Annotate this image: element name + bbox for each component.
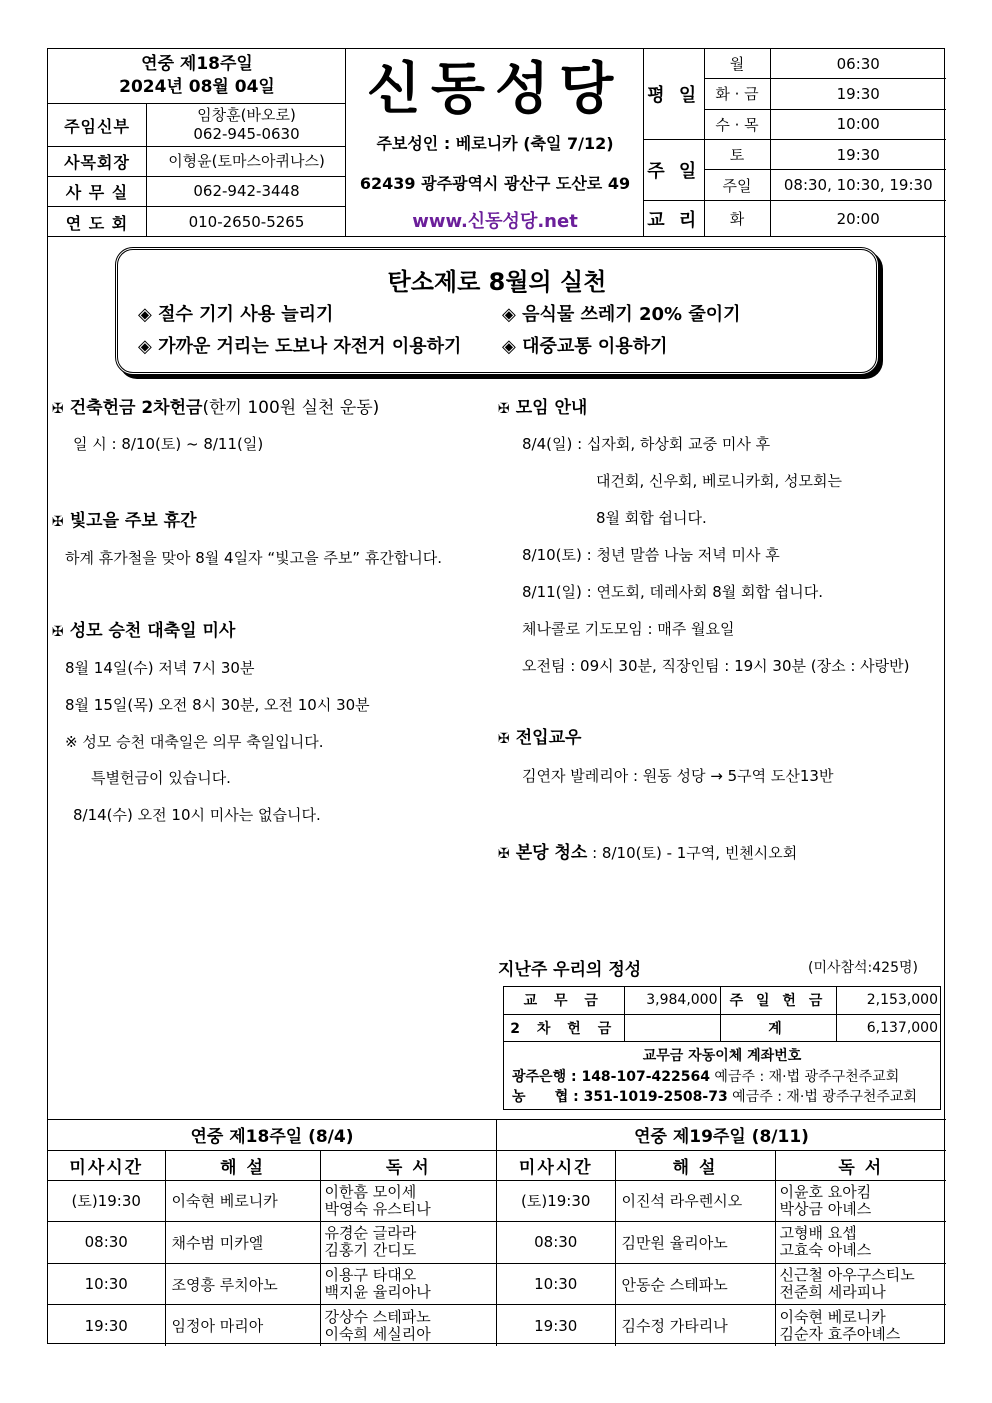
- mass-day: 수 · 목: [704, 109, 770, 139]
- mass-time-cell: 08:30: [48, 1222, 165, 1264]
- section-building-fund: [52, 393, 379, 418]
- yeondo-phone: 010-2650-5265: [188, 212, 305, 231]
- header: [48, 49, 946, 237]
- week-title-box: [48, 49, 346, 104]
- account-line-nonghyup: [512, 1086, 917, 1106]
- account-line-kwangju: [512, 1066, 899, 1086]
- section-title: 성모 승천 대축일 미사: [69, 621, 236, 641]
- mass-time-cell: 19:30: [497, 1305, 615, 1346]
- table-row: [497, 1263, 946, 1305]
- offering-label: 2 차 헌 금: [504, 1014, 624, 1041]
- reader-1: 이한흠 모이세: [324, 1182, 417, 1201]
- bulletin-page: [47, 48, 945, 1344]
- section-bitgoeul-bulletin: [52, 506, 197, 531]
- mass-times-table: [644, 49, 946, 237]
- header-info: [48, 49, 346, 237]
- schedule-week-18: [48, 1120, 497, 1346]
- notice-line: 하계 휴가철을 맞아 8월 4일자 “빛고을 주보” 휴간합니다.: [65, 549, 443, 567]
- section-assumption-mass: [52, 616, 235, 641]
- table-row: [48, 1263, 496, 1305]
- mass-time: 08:30, 10:30, 19:30: [770, 170, 946, 200]
- bank-name: 광주은행 :: [512, 1069, 582, 1085]
- section-subtitle: (한끼 100원 실천 운동): [202, 398, 380, 418]
- info-row-pastor: [48, 104, 346, 147]
- church-name: 신동성당: [366, 57, 624, 122]
- section-title: 모임 안내: [515, 398, 588, 418]
- mass-time-cell: 10:30: [497, 1263, 615, 1305]
- section-church-cleaning: [498, 838, 797, 863]
- reader-2: 김홍기 간디도: [324, 1241, 417, 1260]
- table-row: [497, 1180, 946, 1222]
- commentator-cell: 김만원 율리아노: [615, 1222, 775, 1264]
- cleaning-detail: : 8/10(토) - 1구역, 빈첸시오회: [587, 844, 798, 862]
- schedule-table: [48, 1120, 496, 1346]
- weekday-label: 평 일: [644, 49, 704, 140]
- notice-line: 특별헌금이 있습니다.: [91, 769, 231, 787]
- mass-time-cell: 10:30: [48, 1263, 165, 1305]
- notice-line: 대건회, 신우회, 베로니카회, 성모회는: [596, 472, 842, 490]
- reader-cell: [775, 1305, 946, 1346]
- catechism-time: 20:00: [770, 200, 946, 237]
- reader-cell: [320, 1222, 496, 1264]
- account-number: 148-107-422564: [581, 1069, 710, 1085]
- schedule-week-title: 연중 제19주일 (8/11): [497, 1120, 946, 1150]
- notice-line: 8/11(일) : 연도회, 데레사회 8월 회합 쉽니다.: [522, 583, 823, 601]
- info-key: 사 무 실: [48, 177, 147, 206]
- notice-line: 오전팀 : 09시 30분, 직장인팀 : 19시 30분 (장소 : 사랑반): [522, 657, 910, 675]
- reader-1: 신근철 아우구스티노: [779, 1266, 915, 1285]
- reader-1: 이윤호 요아킴: [779, 1182, 872, 1201]
- office-phone: 062-942-3448: [193, 182, 300, 200]
- mass-day: 화 · 금: [704, 79, 770, 109]
- bank-name: 농 협 :: [512, 1089, 584, 1105]
- info-value: [147, 104, 346, 146]
- col-mass-time: 미사시간: [497, 1150, 615, 1180]
- info-row-council: [48, 147, 346, 177]
- reader-cell: [775, 1263, 946, 1305]
- notice-line: 체나콜로 기도모임 : 매주 월요일: [522, 620, 735, 638]
- offering-value: 2,153,000: [836, 987, 940, 1014]
- mass-time: 06:30: [770, 49, 946, 79]
- info-key: 연 도 회: [48, 207, 147, 237]
- section-title: 전입교우: [515, 728, 582, 748]
- reader-2: 김순자 효주아녜스: [779, 1324, 901, 1343]
- info-key: 주임신부: [48, 104, 147, 146]
- table-row: [48, 1222, 496, 1264]
- church-address: 62439 광주광역시 광산구 도산로 49: [359, 174, 631, 193]
- bulletin-date: 2024년 08월 04일: [119, 77, 275, 97]
- cross-icon: ✠: [498, 846, 510, 862]
- notice-line: 일 시 : 8/10(토) ~ 8/11(일): [73, 435, 264, 453]
- table-row: [48, 1305, 496, 1346]
- section-title: 건축헌금 2차헌금: [69, 398, 203, 418]
- offering-value: [624, 1014, 720, 1041]
- reader-1: 이숙현 베로니카: [779, 1307, 886, 1326]
- section-title: 본당 청소: [515, 843, 588, 863]
- table-row: [497, 1305, 946, 1346]
- banner-title: 탄소제로 8월의 실천: [387, 268, 607, 296]
- commentator-cell: 임정아 마리아: [165, 1305, 320, 1346]
- notice-line: 8월 15일(목) 오전 8시 30분, 오전 10시 30분: [65, 696, 370, 714]
- commentator-cell: 조영흥 루치아노: [165, 1263, 320, 1305]
- catechism-label: 교 리: [644, 200, 704, 237]
- reader-2: 전준희 세라피나: [779, 1283, 886, 1302]
- banner-item: ◈ 대중교통 이용하기: [502, 336, 668, 357]
- table-row: [497, 1222, 946, 1264]
- sunday-label: 주 일: [644, 140, 704, 201]
- info-row-yeondo: [48, 207, 346, 237]
- commentator-cell: 안동순 스테파노: [615, 1263, 775, 1305]
- offering-label: 계: [720, 1014, 836, 1041]
- mass-time: 19:30: [770, 79, 946, 109]
- account-owner: 예금주 : 재·법 광주구천주교회: [727, 1089, 917, 1105]
- info-row-office: [48, 177, 346, 207]
- offering-box: [503, 986, 941, 1110]
- offering-value: 3,984,000: [624, 987, 720, 1014]
- info-key: 사목회장: [48, 147, 147, 176]
- offering-label: 주 일 헌 금: [720, 987, 836, 1014]
- offering-label: 교 무 금: [504, 987, 624, 1014]
- catechism-day: 화: [704, 200, 770, 237]
- reader-1: 고형배 요셉: [779, 1224, 857, 1243]
- section-new-parishioners: [498, 723, 581, 748]
- cross-icon: ✠: [498, 401, 510, 417]
- section-meetings: [498, 393, 587, 418]
- reader-1: 이용구 타대오: [324, 1266, 417, 1285]
- reader-2: 고효숙 아녜스: [779, 1241, 872, 1260]
- schedule-table: [497, 1120, 946, 1346]
- mass-time-cell: 19:30: [48, 1305, 165, 1346]
- council-president: 이형윤(토마스아퀴나스): [168, 152, 325, 170]
- banner-item: ◈ 가까운 거리는 도보나 자전거 이용하기: [138, 336, 462, 357]
- mass-day: 월: [704, 49, 770, 79]
- col-mass-time: 미사시간: [48, 1150, 165, 1180]
- mass-day: 토: [704, 140, 770, 170]
- account-number: 351-1019-2508-73: [583, 1089, 728, 1105]
- notice-line: 8월 회합 쉽니다.: [596, 509, 707, 527]
- schedule-week-19: [497, 1120, 946, 1346]
- mass-day: 주일: [704, 170, 770, 200]
- pastor-phone: 062-945-0630: [193, 125, 300, 143]
- reader-cell: [320, 1305, 496, 1346]
- reader-1: 유경순 글라라: [324, 1224, 417, 1243]
- offering-title: 지난주 우리의 정성: [498, 960, 642, 980]
- reader-2: 이숙희 세실리아: [324, 1324, 431, 1343]
- carbon-zero-banner: [115, 247, 879, 375]
- banner-item: ◈ 절수 기기 사용 늘리기: [138, 304, 334, 325]
- table-row: [48, 1180, 496, 1222]
- cross-icon: ✠: [498, 731, 510, 747]
- commentator-cell: 이숙현 베로니카: [165, 1180, 320, 1222]
- commentator-cell: 채수범 미카엘: [165, 1222, 320, 1264]
- notice-line: 8/4(일) : 십자회, 하상회 교중 미사 후: [522, 435, 771, 453]
- reader-2: 박상금 아녜스: [779, 1199, 872, 1218]
- reader-cell: [320, 1180, 496, 1222]
- banner-item: ◈ 음식물 쓰레기 20% 줄이기: [502, 304, 741, 325]
- church-website-link[interactable]: www.신동성당.net: [412, 211, 578, 232]
- account-owner: 예금주 : 재·법 광주구천주교회: [709, 1069, 900, 1085]
- reader-2: 박영숙 유스티나: [324, 1199, 431, 1218]
- mass-time-cell: (토)19:30: [497, 1180, 615, 1222]
- notice-line: ※ 성모 승천 대축일은 의무 축일입니다.: [65, 733, 324, 751]
- reader-cell: [775, 1180, 946, 1222]
- mass-time: 19:30: [770, 140, 946, 170]
- reader-2: 백지윤 율리아나: [324, 1283, 431, 1302]
- section-title: 빛고을 주보 휴간: [69, 511, 197, 531]
- offering-total: 6,137,000: [836, 1014, 940, 1041]
- notice-line: 8월 14일(수) 저녁 7시 30분: [65, 659, 255, 677]
- reader-cell: [775, 1222, 946, 1264]
- cross-icon: ✠: [52, 514, 64, 530]
- commentator-cell: 김수정 가타리나: [615, 1305, 775, 1346]
- notice-line: 8/14(수) 오전 10시 미사는 없습니다.: [73, 806, 321, 824]
- patron-saint: 주보성인 : 베로니카 (축일 7/12): [376, 134, 614, 153]
- ministry-schedule: [48, 1119, 946, 1345]
- commentator-cell: 이진석 라우렌시오: [615, 1180, 775, 1222]
- notice-line: 8/10(토) : 청년 말씀 나눔 저녁 미사 후: [522, 546, 780, 564]
- col-reader: 독 서: [775, 1150, 946, 1180]
- col-reader: 독 서: [320, 1150, 496, 1180]
- mass-time: 10:00: [770, 109, 946, 139]
- mass-attendance: (미사참석:425명): [808, 960, 918, 976]
- col-commentator: 해 설: [165, 1150, 320, 1180]
- account-title: 교무금 자동이체 계좌번호: [642, 1048, 802, 1064]
- mass-times: [644, 49, 946, 237]
- reader-1: 강상수 스테파노: [324, 1307, 431, 1326]
- cross-icon: ✠: [52, 624, 64, 640]
- notice-line: 김연자 발레리아 : 원동 성당 → 5구역 도산13반: [522, 767, 834, 785]
- offering-table: [504, 987, 940, 1042]
- cross-icon: ✠: [52, 401, 64, 417]
- col-commentator: 해 설: [615, 1150, 775, 1180]
- mass-time-cell: 08:30: [497, 1222, 615, 1264]
- mass-time-cell: (토)19:30: [48, 1180, 165, 1222]
- week-title: 연중 제18주일: [141, 54, 253, 74]
- schedule-week-title: 연중 제18주일 (8/4): [48, 1120, 496, 1150]
- pastor-name: 임창훈(바오로): [197, 106, 296, 124]
- header-church: [346, 49, 644, 237]
- reader-cell: [320, 1263, 496, 1305]
